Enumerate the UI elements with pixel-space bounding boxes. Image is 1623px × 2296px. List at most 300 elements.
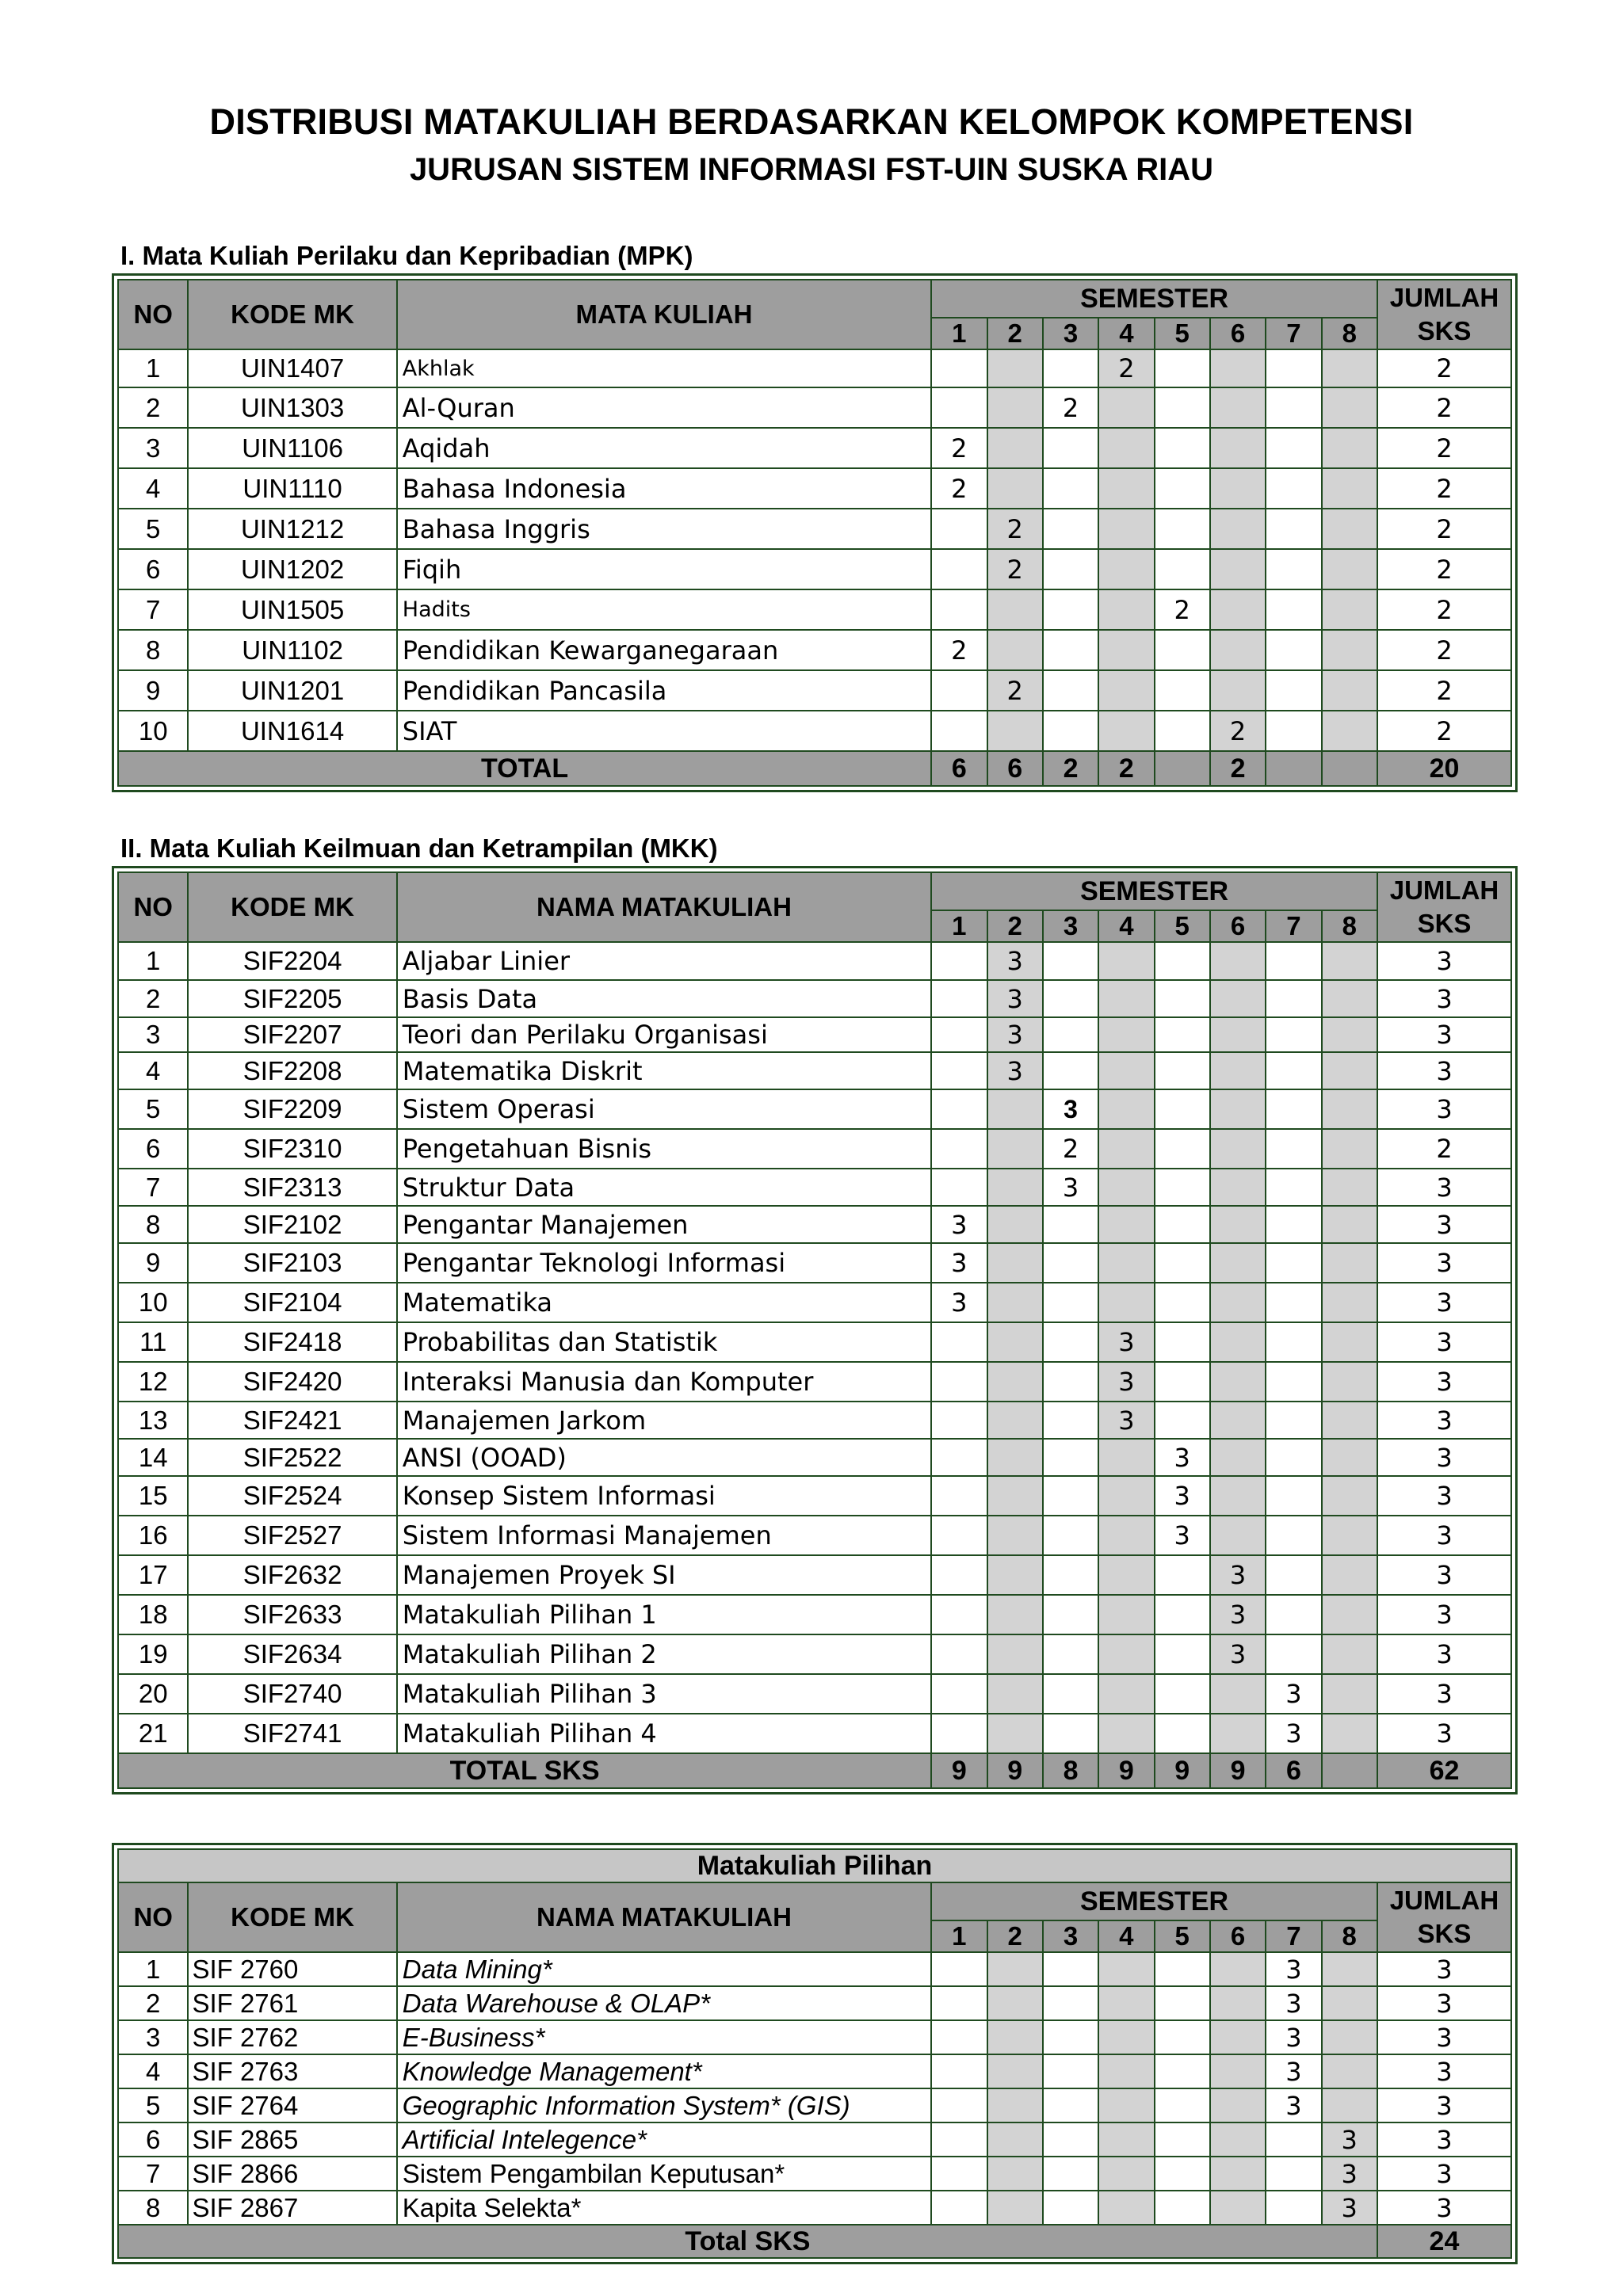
- semester-7-sks: [1266, 1283, 1321, 1322]
- semester-3-sks: 2: [1043, 1129, 1098, 1169]
- semester-number-2: 2: [987, 1920, 1043, 1952]
- semester-6-sks: [1210, 942, 1266, 980]
- semester-2-sks: [987, 1206, 1043, 1243]
- semester-8-sks: [1322, 980, 1377, 1017]
- course-name: Bahasa Indonesia: [397, 468, 931, 509]
- semester-1-sks: 3: [931, 1283, 987, 1322]
- table-pilihan: [112, 1843, 1518, 2264]
- semester-6-sks: [1210, 1243, 1266, 1283]
- semester-4-sks: [1098, 1052, 1154, 1089]
- semester-number-6: 6: [1210, 910, 1266, 942]
- semester-4-sks: 3: [1098, 1402, 1154, 1439]
- semester-1-sks: 3: [931, 1243, 987, 1283]
- course-code: SIF2204: [188, 942, 396, 980]
- jumlah-sks: 3: [1377, 1476, 1511, 1516]
- course-name: Matakuliah Pilihan 3: [397, 1674, 931, 1714]
- semester-7-sks: [1266, 1362, 1321, 1402]
- semester-number-2: 2: [987, 910, 1043, 942]
- semester-number-5: 5: [1155, 1920, 1210, 1952]
- jumlah-sks: 3: [1377, 1206, 1511, 1243]
- row-number: 9: [118, 1243, 188, 1283]
- jumlah-sks: 3: [1377, 1243, 1511, 1283]
- semester-2-sks: [987, 711, 1043, 751]
- semester-7-sks: [1266, 1052, 1321, 1089]
- col-header-name: MATA KULIAH: [397, 280, 931, 349]
- semester-2-sks: [987, 2191, 1043, 2225]
- semester-6-sks: [1210, 1206, 1266, 1243]
- semester-1-sks: [931, 349, 987, 387]
- jumlah-sks: 3: [1377, 1283, 1511, 1322]
- col-header-kode: KODE MK: [188, 872, 396, 942]
- table-row: [118, 1634, 1511, 1674]
- total-label: TOTAL: [118, 751, 931, 786]
- semester-3-sks: [1043, 2191, 1098, 2225]
- table-row: [118, 1986, 1511, 2020]
- jumlah-sks: 3: [1377, 1402, 1511, 1439]
- semester-8-sks: [1322, 549, 1377, 589]
- semester-1-sks: [931, 387, 987, 428]
- semester-number-8: 8: [1322, 1920, 1377, 1952]
- semester-1-sks: 2: [931, 630, 987, 670]
- semester-7-sks: [1266, 980, 1321, 1017]
- semester-7-sks: [1266, 1169, 1321, 1206]
- row-number: 6: [118, 549, 188, 589]
- semester-1-sks: 2: [931, 428, 987, 468]
- semester-1-sks: [931, 1986, 987, 2020]
- row-number: 6: [118, 2122, 188, 2157]
- semester-8-sks: [1322, 1283, 1377, 1322]
- course-name: Matakuliah Pilihan 2: [397, 1634, 931, 1674]
- col-header-name: NAMA MATAKULIAH: [397, 1882, 931, 1952]
- course-code: SIF2524: [188, 1476, 396, 1516]
- jumlah-sks: 2: [1377, 711, 1511, 751]
- row-number: 17: [118, 1555, 188, 1595]
- semester-5-sks: [1155, 428, 1210, 468]
- semester-5-sks: 3: [1155, 1439, 1210, 1476]
- course-code: SIF 2866: [188, 2157, 396, 2191]
- semester-7-sks: [1266, 1595, 1321, 1634]
- semester-7-sks: [1266, 349, 1321, 387]
- course-code: SIF2209: [188, 1089, 396, 1129]
- semester-5-sks: [1155, 2020, 1210, 2054]
- semester-2-sks: [987, 1595, 1043, 1634]
- row-number: 13: [118, 1402, 188, 1439]
- row-number: 2: [118, 1986, 188, 2020]
- semester-number-1: 1: [931, 910, 987, 942]
- course-name: Sistem Operasi: [397, 1089, 931, 1129]
- semester-6-sks: [1210, 1169, 1266, 1206]
- semester-number-1: 1: [931, 318, 987, 349]
- table-row: [118, 509, 1511, 549]
- jumlah-sks: 2: [1377, 509, 1511, 549]
- semester-1-sks: [931, 942, 987, 980]
- semester-5-sks: [1155, 1634, 1210, 1674]
- semester-2-sks: [987, 1362, 1043, 1402]
- semester-4-sks: [1098, 1595, 1154, 1634]
- jumlah-sks: 3: [1377, 980, 1511, 1017]
- course-code: UIN1201: [188, 670, 396, 711]
- semester-2-sks: [987, 349, 1043, 387]
- course-name: Artificial Intelegence*: [397, 2122, 931, 2157]
- semester-4-sks: [1098, 428, 1154, 468]
- semester-8-sks: [1322, 509, 1377, 549]
- col-header-kode: KODE MK: [188, 1882, 396, 1952]
- row-number: 3: [118, 428, 188, 468]
- semester-2-sks: [987, 1952, 1043, 1986]
- total-jumlah: 20: [1377, 751, 1511, 786]
- col-header-name: NAMA MATAKULIAH: [397, 872, 931, 942]
- col-header-no: NO: [118, 280, 188, 349]
- table-row: [118, 2088, 1511, 2122]
- semester-1-sks: [931, 1439, 987, 1476]
- semester-5-sks: [1155, 2088, 1210, 2122]
- semester-1-sks: [931, 1952, 987, 1986]
- semester-2-sks: [987, 589, 1043, 630]
- semester-1-sks: [931, 1362, 987, 1402]
- semester-1-sks: [931, 980, 987, 1017]
- table-row: [118, 1089, 1511, 1129]
- jumlah-sks: 2: [1377, 468, 1511, 509]
- table-row: [118, 2020, 1511, 2054]
- table-row: [118, 1362, 1511, 1402]
- semester-2-sks: 2: [987, 549, 1043, 589]
- semester-7-sks: [1266, 1634, 1321, 1674]
- semester-5-sks: [1155, 387, 1210, 428]
- col-header-semester: SEMESTER: [931, 872, 1377, 910]
- semester-number-5: 5: [1155, 318, 1210, 349]
- row-number: 19: [118, 1634, 188, 1674]
- course-code: SIF 2867: [188, 2191, 396, 2225]
- course-code: SIF2102: [188, 1206, 396, 1243]
- semester-7-sks: [1266, 387, 1321, 428]
- table-row: [118, 1439, 1511, 1476]
- table-row: [118, 1555, 1511, 1595]
- row-number: 12: [118, 1362, 188, 1402]
- row-number: 4: [118, 468, 188, 509]
- semester-1-sks: [931, 1555, 987, 1595]
- row-number: 1: [118, 349, 188, 387]
- semester-4-sks: [1098, 2054, 1154, 2088]
- total-label: TOTAL SKS: [118, 1753, 931, 1788]
- semester-3-sks: [1043, 1283, 1098, 1322]
- semester-7-sks: 3: [1266, 2020, 1321, 2054]
- row-number: 7: [118, 2157, 188, 2191]
- total-semester-7: 6: [1266, 1753, 1321, 1788]
- jumlah-sks: 2: [1377, 589, 1511, 630]
- course-name: Al-Quran: [397, 387, 931, 428]
- section-heading-mkk: II. Mata Kuliah Keilmuan dan Ketrampilan (MKK): [120, 833, 718, 863]
- semester-1-sks: 2: [931, 468, 987, 509]
- semester-3-sks: [1043, 2020, 1098, 2054]
- semester-1-sks: [931, 1017, 987, 1052]
- semester-2-sks: [987, 2054, 1043, 2088]
- semester-number-5: 5: [1155, 910, 1210, 942]
- course-name: Matakuliah Pilihan 1: [397, 1595, 931, 1634]
- caption-row: [118, 1849, 1511, 1882]
- semester-6-sks: [1210, 589, 1266, 630]
- row-number: 7: [118, 1169, 188, 1206]
- course-code: SIF2632: [188, 1555, 396, 1595]
- semester-8-sks: [1322, 2020, 1377, 2054]
- semester-7-sks: [1266, 630, 1321, 670]
- semester-4-sks: [1098, 589, 1154, 630]
- total-semester-6: 9: [1210, 1753, 1266, 1788]
- semester-8-sks: [1322, 1089, 1377, 1129]
- semester-5-sks: [1155, 349, 1210, 387]
- semester-5-sks: [1155, 2191, 1210, 2225]
- semester-5-sks: [1155, 2157, 1210, 2191]
- course-name: Struktur Data: [397, 1169, 931, 1206]
- distribution-table: [117, 871, 1512, 1789]
- semester-2-sks: 3: [987, 1017, 1043, 1052]
- semester-8-sks: [1322, 468, 1377, 509]
- semester-5-sks: [1155, 2122, 1210, 2157]
- semester-7-sks: [1266, 711, 1321, 751]
- semester-7-sks: [1266, 1402, 1321, 1439]
- semester-6-sks: [1210, 509, 1266, 549]
- table-row: [118, 468, 1511, 509]
- course-name: Aqidah: [397, 428, 931, 468]
- course-code: SIF 2865: [188, 2122, 396, 2157]
- row-number: 8: [118, 630, 188, 670]
- semester-3-sks: 3: [1043, 1089, 1098, 1129]
- row-number: 21: [118, 1714, 188, 1753]
- semester-5-sks: [1155, 1555, 1210, 1595]
- semester-number-6: 6: [1210, 1920, 1266, 1952]
- course-code: UIN1505: [188, 589, 396, 630]
- jumlah-sks: 3: [1377, 1169, 1511, 1206]
- semester-7-sks: [1266, 2191, 1321, 2225]
- jumlah-sks: 3: [1377, 1516, 1511, 1555]
- semester-4-sks: [1098, 1555, 1154, 1595]
- semester-8-sks: [1322, 387, 1377, 428]
- semester-3-sks: [1043, 1017, 1098, 1052]
- course-name: Data Warehouse & OLAP*: [397, 1986, 931, 2020]
- semester-5-sks: [1155, 1206, 1210, 1243]
- semester-2-sks: [987, 1439, 1043, 1476]
- semester-3-sks: [1043, 468, 1098, 509]
- semester-5-sks: [1155, 1169, 1210, 1206]
- semester-2-sks: [987, 630, 1043, 670]
- semester-7-sks: [1266, 589, 1321, 630]
- table-row: [118, 549, 1511, 589]
- semester-6-sks: [1210, 980, 1266, 1017]
- semester-8-sks: [1322, 1714, 1377, 1753]
- semester-6-sks: [1210, 2054, 1266, 2088]
- jumlah-sks: 3: [1377, 1439, 1511, 1476]
- row-number: 6: [118, 1129, 188, 1169]
- course-name: ANSI (OOAD): [397, 1439, 931, 1476]
- semester-8-sks: [1322, 349, 1377, 387]
- semester-7-sks: [1266, 1476, 1321, 1516]
- semester-7-sks: [1266, 468, 1321, 509]
- semester-2-sks: [987, 2020, 1043, 2054]
- row-number: 8: [118, 2191, 188, 2225]
- semester-3-sks: 3: [1043, 1169, 1098, 1206]
- course-name: Sistem Informasi Manajemen: [397, 1516, 931, 1555]
- semester-6-sks: [1210, 670, 1266, 711]
- row-number: 2: [118, 387, 188, 428]
- distribution-table: [117, 279, 1512, 787]
- row-number: 3: [118, 1017, 188, 1052]
- semester-3-sks: [1043, 630, 1098, 670]
- semester-5-sks: [1155, 1243, 1210, 1283]
- semester-3-sks: [1043, 428, 1098, 468]
- page-subtitle: JURUSAN SISTEM INFORMASI FST-UIN SUSKA RIAU: [409, 152, 1214, 187]
- semester-5-sks: [1155, 1322, 1210, 1362]
- course-name: Akhlak: [397, 349, 931, 387]
- semester-6-sks: [1210, 2191, 1266, 2225]
- semester-1-sks: [931, 2157, 987, 2191]
- semester-1-sks: [931, 1634, 987, 1674]
- semester-7-sks: 3: [1266, 1986, 1321, 2020]
- table-mkk: [112, 866, 1518, 1794]
- semester-2-sks: 2: [987, 670, 1043, 711]
- semester-7-sks: [1266, 670, 1321, 711]
- semester-7-sks: [1266, 1089, 1321, 1129]
- col-header-jumlah: JUMLAH SKS: [1377, 872, 1511, 942]
- table-row: [118, 980, 1511, 1017]
- course-name: Aljabar Linier: [397, 942, 931, 980]
- table-row: [118, 1595, 1511, 1634]
- semester-8-sks: [1322, 2054, 1377, 2088]
- semester-7-sks: [1266, 1322, 1321, 1362]
- jumlah-sks: 3: [1377, 1986, 1511, 2020]
- distribution-table: [117, 1848, 1512, 2259]
- semester-4-sks: [1098, 1476, 1154, 1516]
- jumlah-sks: 3: [1377, 2191, 1511, 2225]
- semester-3-sks: [1043, 1595, 1098, 1634]
- semester-number-8: 8: [1322, 910, 1377, 942]
- row-number: 15: [118, 1476, 188, 1516]
- semester-6-sks: [1210, 1129, 1266, 1169]
- course-name: Kapita Selekta*: [397, 2191, 931, 2225]
- semester-7-sks: [1266, 1206, 1321, 1243]
- table-row: [118, 1476, 1511, 1516]
- semester-1-sks: [931, 1714, 987, 1753]
- semester-6-sks: [1210, 468, 1266, 509]
- semester-4-sks: [1098, 1439, 1154, 1476]
- course-name: Matematika Diskrit: [397, 1052, 931, 1089]
- total-jumlah: 62: [1377, 1753, 1511, 1788]
- col-header-jumlah: JUMLAH SKS: [1377, 1882, 1511, 1952]
- semester-1-sks: [931, 509, 987, 549]
- semester-number-7: 7: [1266, 318, 1321, 349]
- semester-2-sks: [987, 1283, 1043, 1322]
- semester-4-sks: [1098, 1129, 1154, 1169]
- semester-5-sks: [1155, 1402, 1210, 1439]
- table-row: [118, 2122, 1511, 2157]
- table-row: [118, 589, 1511, 630]
- semester-5-sks: [1155, 1595, 1210, 1634]
- semester-4-sks: [1098, 1952, 1154, 1986]
- semester-8-sks: [1322, 2088, 1377, 2122]
- semester-5-sks: [1155, 2054, 1210, 2088]
- course-name: Geographic Information System* (GIS): [397, 2088, 931, 2122]
- row-number: 10: [118, 711, 188, 751]
- semester-5-sks: [1155, 1714, 1210, 1753]
- semester-number-6: 6: [1210, 318, 1266, 349]
- semester-2-sks: [987, 1243, 1043, 1283]
- jumlah-sks: 3: [1377, 1952, 1511, 1986]
- semester-2-sks: [987, 1169, 1043, 1206]
- semester-2-sks: [987, 1555, 1043, 1595]
- semester-4-sks: [1098, 1206, 1154, 1243]
- row-number: 4: [118, 1052, 188, 1089]
- semester-2-sks: [987, 1129, 1043, 1169]
- jumlah-sks: 3: [1377, 1555, 1511, 1595]
- semester-8-sks: [1322, 1952, 1377, 1986]
- semester-8-sks: [1322, 1206, 1377, 1243]
- jumlah-sks: 2: [1377, 630, 1511, 670]
- semester-6-sks: [1210, 1322, 1266, 1362]
- semester-5-sks: [1155, 980, 1210, 1017]
- semester-3-sks: 2: [1043, 387, 1098, 428]
- course-name: Pendidikan Pancasila: [397, 670, 931, 711]
- course-code: UIN1106: [188, 428, 396, 468]
- semester-1-sks: [931, 711, 987, 751]
- course-code: UIN1407: [188, 349, 396, 387]
- semester-7-sks: [1266, 942, 1321, 980]
- course-code: SIF 2761: [188, 1986, 396, 2020]
- total-row: [118, 751, 1511, 786]
- row-number: 1: [118, 942, 188, 980]
- table-row: [118, 349, 1511, 387]
- semester-1-sks: [931, 1322, 987, 1362]
- semester-7-sks: 3: [1266, 1952, 1321, 1986]
- semester-3-sks: [1043, 2122, 1098, 2157]
- course-name: Manajemen Jarkom: [397, 1402, 931, 1439]
- semester-5-sks: 3: [1155, 1476, 1210, 1516]
- semester-1-sks: 3: [931, 1206, 987, 1243]
- header-row: [118, 872, 1511, 910]
- semester-5-sks: [1155, 1674, 1210, 1714]
- semester-8-sks: [1322, 1476, 1377, 1516]
- course-name: Pengetahuan Bisnis: [397, 1129, 931, 1169]
- semester-3-sks: [1043, 1952, 1098, 1986]
- total-semester-1: 9: [931, 1753, 987, 1788]
- course-name: Matematika: [397, 1283, 931, 1322]
- total-semester-3: 2: [1043, 751, 1098, 786]
- semester-5-sks: [1155, 1017, 1210, 1052]
- course-name: Pengantar Manajemen: [397, 1206, 931, 1243]
- jumlah-sks: 3: [1377, 1362, 1511, 1402]
- semester-6-sks: [1210, 1439, 1266, 1476]
- semester-3-sks: [1043, 1362, 1098, 1402]
- semester-4-sks: [1098, 1986, 1154, 2020]
- semester-7-sks: [1266, 1439, 1321, 1476]
- col-header-semester: SEMESTER: [931, 280, 1377, 318]
- course-name: Matakuliah Pilihan 4: [397, 1714, 931, 1753]
- semester-3-sks: [1043, 349, 1098, 387]
- total-semester-8: [1322, 1753, 1377, 1788]
- table-row: [118, 1169, 1511, 1206]
- table-row: [118, 1206, 1511, 1243]
- semester-4-sks: [1098, 942, 1154, 980]
- semester-6-sks: [1210, 1674, 1266, 1714]
- course-code: SIF2740: [188, 1674, 396, 1714]
- course-name: Basis Data: [397, 980, 931, 1017]
- semester-6-sks: [1210, 2088, 1266, 2122]
- total-semester-3: 8: [1043, 1753, 1098, 1788]
- semester-1-sks: [931, 1516, 987, 1555]
- jumlah-sks: 3: [1377, 1322, 1511, 1362]
- table-row: [118, 942, 1511, 980]
- semester-7-sks: [1266, 509, 1321, 549]
- table-row: [118, 1129, 1511, 1169]
- semester-7-sks: [1266, 2157, 1321, 2191]
- semester-5-sks: [1155, 1283, 1210, 1322]
